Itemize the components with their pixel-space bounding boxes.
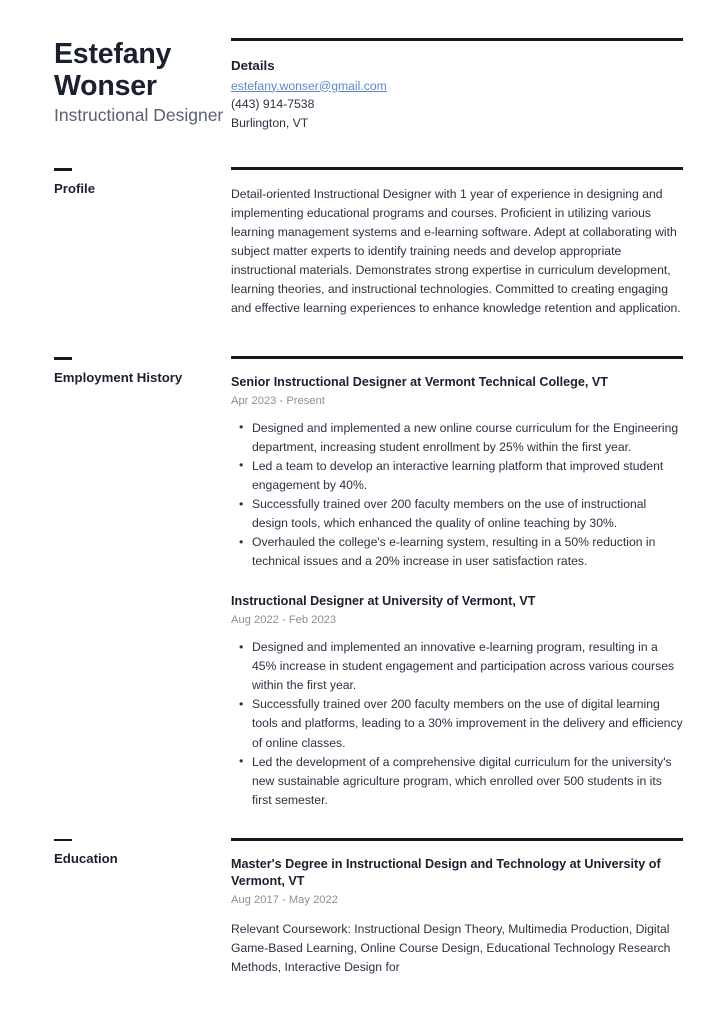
email-link[interactable]: estefany.wonser@gmail.com	[231, 78, 387, 93]
details-location: Burlington, VT	[231, 115, 309, 130]
employment-entry-title: Instructional Designer at University of Vermont, VT	[231, 594, 536, 609]
profile-label-column	[0, 167, 231, 197]
employment-body	[231, 359, 683, 810]
details-column	[231, 38, 724, 132]
header-left-column	[0, 38, 231, 127]
profile-body	[231, 170, 683, 319]
profile-content-column	[231, 167, 724, 318]
education-entry-description: Relevant Coursework: Instructional Design Theory, Multimedia Production, Digital Game-Based Learning, Online Course Design, Educational Technology Research Methods, Interactive Design for	[231, 922, 671, 975]
candidate-job-title: Instructional Designer	[54, 105, 224, 126]
employment-label-column	[0, 356, 231, 386]
section-label-employment: Employment History	[54, 369, 183, 385]
dash-icon	[54, 839, 72, 841]
employment-entry-date: Aug 2022 - Feb 2023	[231, 614, 337, 627]
employment-entry	[231, 593, 683, 810]
employment-entry-title: Senior Instructional Designer at Vermont Technical College, VT	[231, 375, 608, 390]
employment-entry-bullets	[231, 419, 683, 572]
dash-icon	[54, 168, 72, 170]
profile-text: Detail-oriented Instructional Designer with 1 year of experience in designing and implementing educational programs and courses. Proficient in utilizing various learning management systems and e-learning software. Adept at collaborating with subject matter experts to identify training needs and develop appropriate instructional materials. Demonstrates strong expertise in curriculum development, learning theories, and instructional technologies. Committed to creating engaging and effective learning experiences to enhance knowledge retention and application.	[231, 186, 681, 316]
education-label-column	[0, 838, 231, 868]
list-item: • Led a team to develop an interactive learning platform that improved student engagement by 40%.	[231, 457, 683, 495]
details-email-row	[231, 77, 683, 96]
employment-section	[0, 356, 724, 810]
list-item: • Successfully trained over 200 faculty members on the use of digital learning tools and platforms, leading to a 30% improvement in the delivery and efficiency of online classes.	[231, 695, 683, 752]
section-label-profile: Profile	[54, 180, 96, 196]
list-item: • Overhauled the college's e-learning system, resulting in a 50% reduction in technical issues and a 20% increase in user satisfaction rates.	[231, 533, 683, 571]
employment-label-wrap	[54, 356, 231, 386]
profile-section	[0, 167, 724, 318]
employment-entry-date: Apr 2023 - Present	[231, 394, 325, 407]
education-section	[0, 838, 724, 977]
list-item: • Designed and implemented an innovative e-learning program, resulting in a 45% increase in student engagement and participation across various courses within the first year.	[231, 638, 683, 695]
employment-entry-bullets	[231, 638, 683, 810]
education-body	[231, 841, 683, 978]
employment-entry	[231, 374, 683, 571]
list-item: • Led the development of a comprehensive digital curriculum for the university's new sustainable agriculture program, which enrolled over 500 students in its first semester.	[231, 753, 683, 810]
list-item: • Successfully trained over 200 faculty members on the use of instructional design tools, which enhanced the quality of online teaching by 30%.	[231, 495, 683, 533]
details-block	[231, 41, 683, 133]
education-entry	[231, 856, 683, 978]
dash-icon	[54, 357, 72, 359]
employment-content-column	[231, 356, 724, 810]
header-row	[0, 0, 724, 132]
profile-label-wrap	[54, 167, 231, 197]
education-entry-date: Aug 2017 - May 2022	[231, 894, 338, 907]
section-label-education: Education	[54, 851, 118, 867]
candidate-name: Estefany Wonser	[54, 38, 172, 103]
education-content-column	[231, 838, 724, 977]
list-item: • Designed and implemented a new online course curriculum for the Engineering department, increasing student enrollment by 25% within the first year.	[231, 419, 683, 457]
education-entry-title: Master's Degree in Instructional Design and Technology at University of Vermont, VT	[231, 856, 661, 889]
details-phone: (443) 914-7538	[231, 97, 315, 112]
education-label-wrap	[54, 838, 231, 868]
details-heading: Details	[231, 57, 275, 73]
